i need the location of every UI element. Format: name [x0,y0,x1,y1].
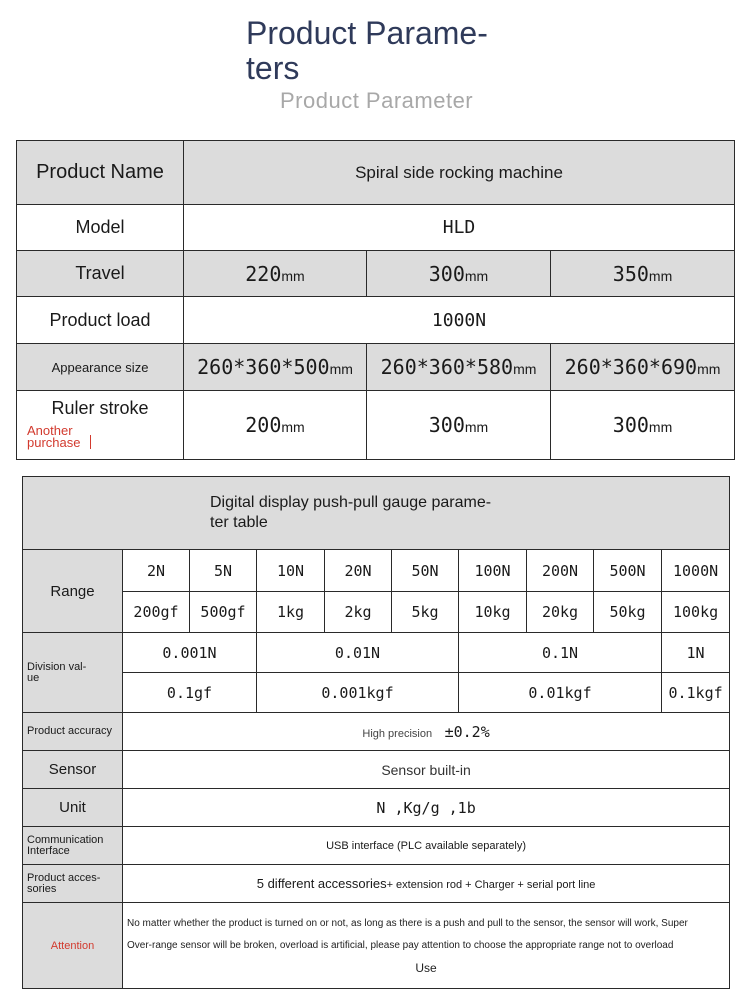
travel-value: 220mm [184,251,367,297]
range-kg-cell: 10kg [459,592,527,633]
range-kg-cell: 5kg [392,592,459,633]
gauge-table [22,476,730,989]
another-purchase-note: Another purchase [27,423,81,450]
model-label: Model [17,205,184,251]
gauge-table-title: Digital display push-pull gauge parame- ter table [23,477,730,550]
table-row [23,903,730,989]
stroke-cell [17,391,184,460]
table-row [23,633,730,673]
table-row [23,550,730,592]
attention-label: Attention [23,903,123,989]
table-row [17,391,735,460]
division-n-cell: 1N [662,633,730,673]
range-kg-cell: 200gf [123,592,190,633]
division-kg-cell: 0.1gf [123,673,257,713]
range-n-cell: 100N [459,550,527,592]
table-row [17,141,735,205]
range-n-cell: 1000N [662,550,730,592]
table-row [23,827,730,865]
size-label: Appearance size [17,344,184,391]
table-row [17,205,735,251]
stroke-value: 300mm [551,391,735,460]
table-row [23,713,730,751]
range-n-cell: 50N [392,550,459,592]
division-kg-cell: 0.001kgf [257,673,459,713]
product-name-label: Product Name [17,141,184,205]
range-n-cell: 10N [257,550,325,592]
range-n-cell: 20N [325,550,392,592]
range-kg-cell: 2kg [325,592,392,633]
page-subtitle: Product Parameter [280,88,474,113]
range-kg-cell: 1kg [257,592,325,633]
travel-value: 300mm [367,251,551,297]
table-row [23,751,730,789]
accessories-label: Product acces- sories [23,865,123,903]
accuracy-value: High precision ±0.2% [123,713,730,751]
load-label: Product load [17,297,184,344]
page-title: Product Parame- ters [246,15,488,86]
range-n-cell: 5N [190,550,257,592]
division-n-cell: 0.01N [257,633,459,673]
attention-note: No matter whether the product is turned on or not, as long as there is a push and pull to the sensor, the sensor will work, Super Over-range sensor will be broken, overload is artificial, please pay attention to choose the appropriate range not to overload Use [123,903,730,989]
range-kg-cell: 100kg [662,592,730,633]
division-kg-cell: 0.1kgf [662,673,730,713]
table-row [23,865,730,903]
division-n-cell: 0.001N [123,633,257,673]
accuracy-label: Product accuracy [23,713,123,751]
size-value: 260*360*690mm [551,344,735,391]
sensor-value: Sensor built-in [123,751,730,789]
table-row [17,251,735,297]
table-row [23,789,730,827]
table-row [17,297,735,344]
travel-label: Travel [17,251,184,297]
stroke-label: Ruler stroke [51,398,149,418]
table-row [23,477,730,550]
table-row [17,344,735,391]
range-kg-cell: 20kg [527,592,594,633]
range-n-cell: 200N [527,550,594,592]
range-kg-cell: 50kg [594,592,662,633]
unit-label: Unit [23,789,123,827]
division-kg-cell: 0.01kgf [459,673,662,713]
product-name-value: Spiral side rocking machine [184,141,735,205]
table-row [23,592,730,633]
communication-label: Communication Interface [23,827,123,865]
travel-value: 350mm [551,251,735,297]
stroke-value: 300mm [367,391,551,460]
division-label: Division val- ue [23,633,123,713]
communication-value: USB interface (PLC available separately) [123,827,730,865]
spec-table [16,140,735,460]
size-value: 260*360*580mm [367,344,551,391]
stroke-value: 200mm [184,391,367,460]
range-n-cell: 500N [594,550,662,592]
sensor-label: Sensor [23,751,123,789]
accessories-value: 5 different accessories+ extension rod + Charger + serial port line [123,865,730,903]
division-n-cell: 0.1N [459,633,662,673]
table-row [23,673,730,713]
range-label: Range [23,550,123,633]
unit-value: N ,Kg/g ,1b [123,789,730,827]
load-value: 1000N [184,297,735,344]
size-value: 260*360*500mm [184,344,367,391]
range-kg-cell: 500gf [190,592,257,633]
model-value: HLD [184,205,735,251]
range-n-cell: 2N [123,550,190,592]
